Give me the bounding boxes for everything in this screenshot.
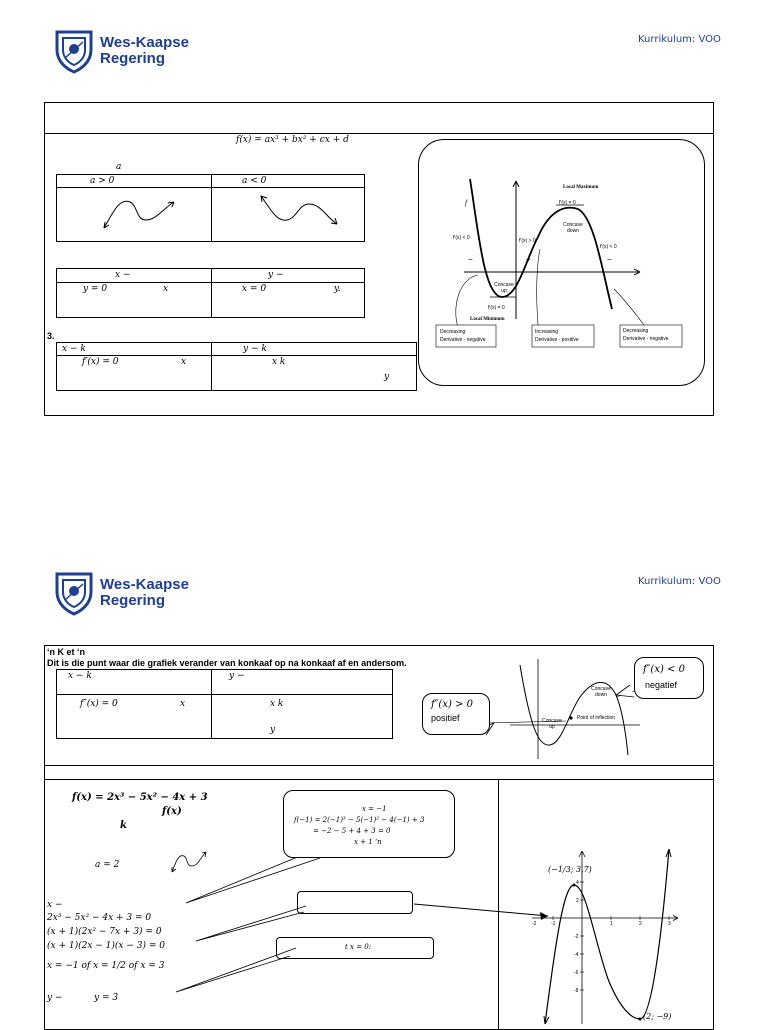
inflection-x-rule: f″(x) = 0 xyxy=(80,699,118,709)
second-derivative-positive: f″(x) > 0 xyxy=(431,699,473,710)
y-intercept-rule-var: y. xyxy=(334,284,341,294)
x-tick-3: 3 xyxy=(668,921,671,927)
inflection-y-rule: x k xyxy=(270,699,284,709)
box3-line1: Decreasing xyxy=(623,328,649,334)
equation-1: 2x³ − 5x² − 4x + 3 = 0 xyxy=(47,913,152,923)
equation-roots: x = −1 of x = 1/2 of x = 3 xyxy=(47,961,165,971)
check-line3: = −2 − 5 + 4 + 3 = 0 xyxy=(313,827,391,835)
x-tick-2: 2 xyxy=(639,921,642,927)
logo-line2: Regering xyxy=(100,592,166,609)
y-intercept-heading: y − xyxy=(47,993,63,1003)
derivative-negative-right: f′(x) < 0 xyxy=(600,244,617,250)
y-tick-2: 2 xyxy=(576,898,579,904)
turning-y-rule-var: y xyxy=(384,372,390,382)
y-tick-neg2: -2 xyxy=(574,934,579,940)
logo-line2: Regering xyxy=(100,50,166,67)
turning-x-rule-var: x xyxy=(181,357,187,367)
turning-y-rule: x k xyxy=(272,357,286,367)
x-intercepts-heading: x − xyxy=(47,900,63,910)
example-a-value: a = 2 xyxy=(95,860,120,870)
maximum-point-label: (−1/3; 3,7) xyxy=(548,865,592,874)
equation-2: (x + 1)(2x² − 7x + 3) = 0 xyxy=(47,927,162,937)
y-tick-neg4: -4 xyxy=(574,952,579,958)
x-intercept-rule-var: x xyxy=(163,284,169,294)
sign-minus-left: − xyxy=(468,255,473,264)
sign-minus-right: − xyxy=(607,255,612,264)
derivative-zero-top: f′(x) = 0 xyxy=(559,200,576,206)
item-number-3: 3. xyxy=(47,331,55,341)
logo-line1: Wes-Kaapse xyxy=(100,34,189,51)
positive-word: positief xyxy=(431,713,460,723)
cubic-formula: f(x) = ax³ + bx² + cx + d xyxy=(236,135,349,145)
box1-line2: Derivative - negative xyxy=(440,337,486,343)
minimum-point-label: (2; −9) xyxy=(643,1012,672,1021)
inflection-x-rule-var: x xyxy=(180,699,186,709)
turning-x-rule: f′(x) = 0 xyxy=(82,357,119,367)
box1-line1: Decreasing xyxy=(440,329,466,335)
local-maximum-label: Local Maximum xyxy=(563,185,599,190)
second-derivative-negative: f″(x) < 0 xyxy=(643,664,685,675)
x-tick-1: 1 xyxy=(610,921,613,927)
y-intercept-rule: x = 0 xyxy=(242,284,267,294)
a-label: a xyxy=(116,162,122,172)
check-line1: x = −1 xyxy=(362,805,387,813)
inflection-concave-down: Concave down xyxy=(591,686,611,698)
example-function: f(x) = 2x³ − 5x² − 4x + 3 xyxy=(72,792,208,803)
inflection-concave-up: Concave up xyxy=(542,718,562,730)
x-intercept-rule: y = 0 xyxy=(83,284,108,294)
y-tick-neg8: -8 xyxy=(574,988,579,994)
y-intercept-note: t x = 0: xyxy=(345,943,372,951)
box3-line2: Derivative - negative xyxy=(623,336,669,342)
check-line4: x + 1 ‘n xyxy=(354,838,382,846)
logo-line1: Wes-Kaapse xyxy=(100,576,189,593)
example-k: k xyxy=(120,820,127,831)
roots-bubble xyxy=(297,891,413,914)
negative-word: negatief xyxy=(645,680,678,690)
curriculum-label: Kurrikulum: VOO xyxy=(638,34,721,45)
concave-up-label: Concave up xyxy=(494,282,514,294)
derivative-positive: f′(x) > 0 xyxy=(519,238,536,244)
inflection-x-heading: x − k xyxy=(68,671,92,681)
inflection-y-rule-var: y xyxy=(270,725,276,735)
inflection-definition: Dit is die punt waar die grafiek verander van konkaaf op na konkaaf af en andersom. xyxy=(47,658,407,668)
example-fx: f(x) xyxy=(162,806,182,817)
f-curve-label: f xyxy=(465,199,467,207)
point-of-inflection-label: Point of inflection xyxy=(577,715,616,721)
y-intercept-value: y = 3 xyxy=(94,993,119,1003)
y-tick-neg6: -6 xyxy=(574,970,579,976)
check-line2: f(−1) = 2(−1)³ − 5(−1)² − 4(−1) + 3 xyxy=(294,816,425,824)
factor-check-bubble xyxy=(283,790,455,858)
curriculum-label: Kurrikulum: VOO xyxy=(638,576,721,587)
local-minimum-label: Local Minimum xyxy=(470,317,505,322)
x-intercept-heading: x − xyxy=(115,270,131,280)
inflection-heading: ‘n K et ‘n xyxy=(47,647,85,657)
cubic-plot xyxy=(498,779,714,1024)
y-intercept-heading: y − xyxy=(268,270,284,280)
a-positive: a > 0 xyxy=(90,176,115,186)
inflection-y-heading: y − xyxy=(229,671,245,681)
turning-y-heading: y − k xyxy=(243,344,267,354)
sign-plus: + xyxy=(526,255,531,264)
equation-3: (x + 1)(2x − 1)(x − 3) = 0 xyxy=(47,941,165,951)
concave-down-label: Concave down xyxy=(563,222,583,234)
a-negative: a < 0 xyxy=(242,176,267,186)
turning-x-heading: x − k xyxy=(62,344,86,354)
y-tick-4: 4 xyxy=(576,880,579,886)
derivative-negative-left: f′(x) < 0 xyxy=(453,235,470,241)
x-tick-neg1: -1 xyxy=(551,921,556,927)
x-tick-neg2: -2 xyxy=(532,921,537,927)
box2-line1: Increasing xyxy=(535,329,559,335)
box2-line2: Derivative - positive xyxy=(535,337,579,343)
derivative-zero-bottom: f′(x) = 0 xyxy=(488,305,505,311)
